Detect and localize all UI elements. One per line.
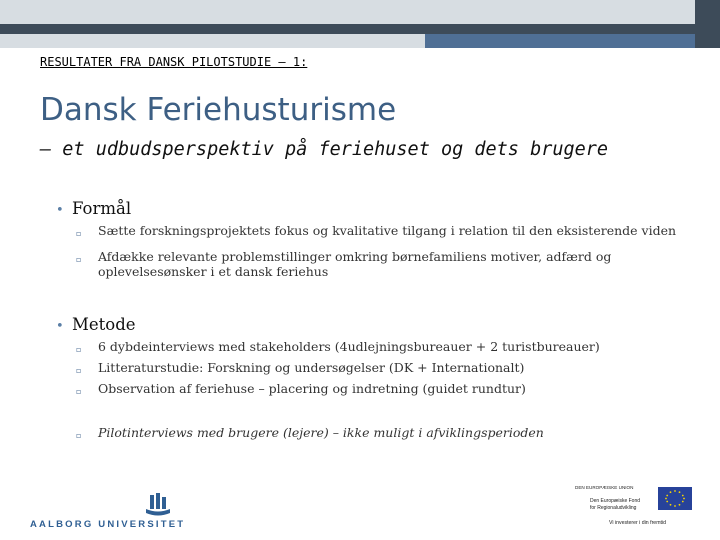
university-name: AALBORG UNIVERSITET (30, 519, 186, 530)
top-bar-blue-stripe (425, 34, 695, 48)
section-metode (56, 315, 136, 334)
section-label: Formål (72, 199, 132, 218)
eu-line3: for Regionaludvikling (590, 505, 637, 511)
section-formaal (56, 199, 131, 218)
list-item: ▫ 6 dybdeinterviews med stakeholders (4udlejningsbureauer + 2 turistbureauer) (76, 339, 696, 357)
section-metode-items (76, 339, 696, 443)
list-item: ▫ Litteraturstudie: Forskning og undersøgelser (DK + Internationalt) (76, 360, 696, 378)
eu-logo (575, 482, 705, 530)
eu-line1: DEN EUROPÆISKE UNION (575, 485, 634, 490)
section-label: Metode (72, 315, 136, 334)
top-bar-light-stripe (0, 34, 425, 48)
square-bullet-icon: ▫ (76, 229, 82, 238)
top-bar-dark-corner-lower (695, 24, 720, 48)
top-bar-dark-corner (695, 0, 720, 24)
list-item: ▫ Sætte forskningsprojektets fokus og kvalitative tilgang i relation til den eksisterende viden (76, 223, 696, 241)
slide-subtitle: – et udbudsperspektiv på feriehuset og dets brugere (40, 139, 609, 160)
square-bullet-icon: ▫ (76, 345, 82, 354)
square-bullet-icon: ▫ (76, 431, 82, 440)
top-bar-dark-stripe (0, 24, 695, 34)
square-bullet-icon: ▫ (76, 255, 82, 264)
section-formaal-items (76, 223, 696, 279)
list-item: ▫ Pilotinterviews med brugere (lejere) – ikke muligt i afviklingsperioden (76, 425, 696, 443)
aalborg-university-logo (28, 492, 198, 532)
slide-title: Dansk Feriehusturisme (40, 92, 397, 128)
round-bullet-icon: • (56, 203, 64, 218)
top-bar-light (0, 0, 720, 24)
eu-line4: Vi investerer i din fremtid (609, 520, 666, 526)
list-item: ▫ Observation af feriehuse – placering og indretning (guidet rundtur) (76, 381, 696, 399)
round-bullet-icon: • (56, 319, 64, 334)
slide-supertitle: RESULTATER FRA DANSK PILOTSTUDIE – 1: (40, 55, 308, 69)
eu-flag-icon (658, 487, 692, 510)
university-crest-icon (146, 493, 170, 516)
square-bullet-icon: ▫ (76, 366, 82, 375)
list-item: ▫ Afdække relevante problemstillinger omkring børnefamiliens motiver, adfærd og oplevelsesønsker i et dansk feriehus (76, 249, 612, 279)
eu-line2: Den Europæiske Fond (590, 498, 641, 504)
square-bullet-icon: ▫ (76, 387, 82, 396)
